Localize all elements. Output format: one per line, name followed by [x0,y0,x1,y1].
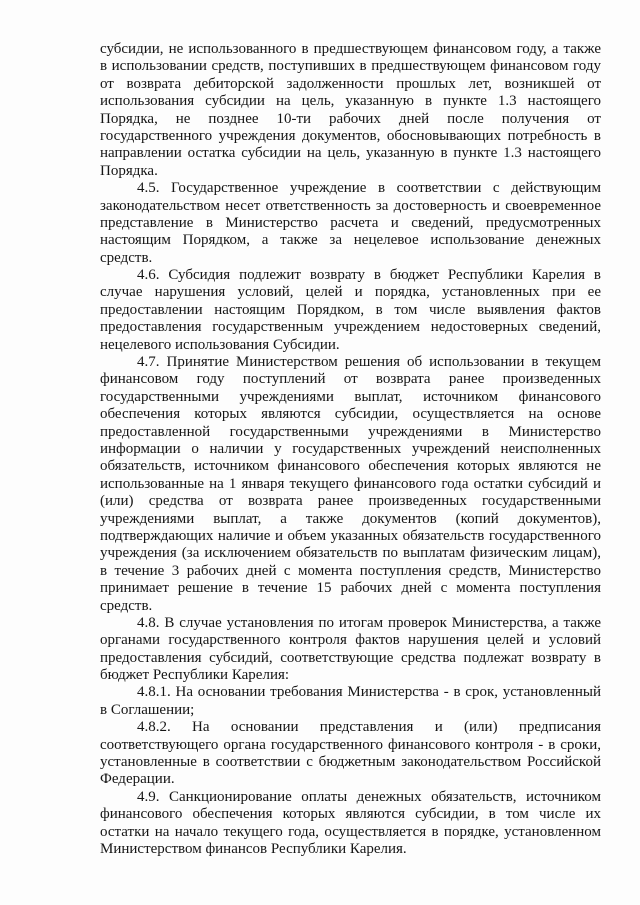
text-line: использованные на 1 января текущего финансового года остатки субсидий и [100,475,601,492]
paragraph-4-9 [100,789,601,859]
text-line: соответствующего органа государственного финансового контроля - в сроки, [100,736,601,753]
text-line: 4.8. В случае установления по итогам проверок Министерства, а также [137,614,601,631]
text-line: учреждения (за исключением обязательств по выплатам физическим лицам), [100,545,601,562]
text-line: настоящим Порядком, а также за нецелевое использование денежных [100,232,601,249]
text-line: подтверждающих наличие и объем указанных обязательств государственного [100,527,601,544]
text-line: органами государственного контроля фактов нарушения целей и условий [100,632,601,649]
text-line: предоставленной государственными учреждениями в Министерство [100,423,601,440]
text-line: представление в Министерство расчета и сведений, предусмотренных [100,214,601,231]
text-line: субсидии, не использованного в предшествующем финансовом году, а также [100,41,601,57]
text-line: обязательств, источником финансового обеспечения которых являются не [100,458,601,475]
text-line: в использовании средств, поступивших в предшествующем финансовом году [100,58,601,75]
text-line: нецелевого использования Субсидии. [100,336,340,353]
text-line: направлении остатка субсидии на цель, указанную в пункте 1.3 настоящего [100,145,601,162]
text-line: Порядка, не позднее 10-ти рабочих дней после получения от [100,110,601,127]
paragraph-continuation [100,41,601,180]
text-line: средств. [100,597,153,614]
text-line: информации о наличии у государственных учреждений неисполненных [100,440,601,457]
text-line: учреждениями выплат, а также документов (копий документов), [100,510,601,527]
text-line: государственного учреждения документов, обосновывающих потребность в [100,127,601,144]
paragraph-4-7 [100,354,601,615]
paragraph-4-5 [100,180,601,267]
text-line: обеспечения которых являются субсидии, осуществляется на основе [100,406,601,423]
text-line: законодательством несет ответственность за достоверность и своевременное [100,197,601,214]
text-line: 4.8.1. На основании требования Министерства - в срок, установленный [137,684,601,701]
text-line: 4.6. Субсидия подлежит возврату в бюджет Республики Карелия в [137,267,601,284]
paragraph-4-8 [100,615,601,685]
text-line: Федерации. [100,771,175,788]
text-line: государственными учреждениями выплат, источником финансового [100,388,601,405]
text-line: от возврата дебиторской задолженности прошлых лет, возникшей от [100,75,601,92]
text-line: финансового обеспечения которых являются субсидии, в том числе их [100,806,601,823]
text-line: случае нарушения условий, целей и порядка, установленных при ее [100,284,601,301]
text-line: 4.8.2. На основании представления и (или) предписания [137,719,601,736]
text-line: Министерством финансов Республики Карелия. [100,840,407,857]
paragraph-4-6 [100,267,601,354]
text-line: предоставления государственным учреждением недостоверных сведений, [100,319,601,336]
text-line: использования субсидии на цель, указанную в пункте 1.3 настоящего [100,93,601,110]
text-line: в течение 3 рабочих дней с момента поступления средств, Министерство [100,562,601,579]
text-line: Порядка. [100,162,158,179]
text-line: в Соглашении; [100,701,195,718]
document-body [100,41,601,858]
text-line: 4.5. Государственное учреждение в соответствии с действующим [137,180,601,197]
paragraph-4-8-2 [100,719,601,789]
text-line: финансовом году поступлений от возврата ранее произведенных [100,371,601,388]
text-line: (или) средства от возврата ранее произведенных государственными [100,493,601,510]
text-line: предоставлении настоящим Порядком, в том числе выявления фактов [100,301,601,318]
text-line: 4.9. Санкционирование оплаты денежных обязательств, источником [137,788,601,805]
paragraph-4-8-1 [100,684,601,719]
text-line: принимает решение в течение 15 рабочих дней с момента поступления [100,580,601,597]
text-line: бюджет Республики Карелия: [100,667,290,684]
text-line: остатки на начало текущего года, осуществляется в порядке, установленном [100,823,601,840]
text-line: 4.7. Принятие Министерством решения об использовании в текущем [137,354,601,371]
text-line: предоставления субсидий, соответствующие средства подлежат возврату в [100,649,601,666]
text-line: установленные в соответствии с бюджетным законодательством Российской [100,754,601,771]
text-line: средств. [100,249,153,266]
